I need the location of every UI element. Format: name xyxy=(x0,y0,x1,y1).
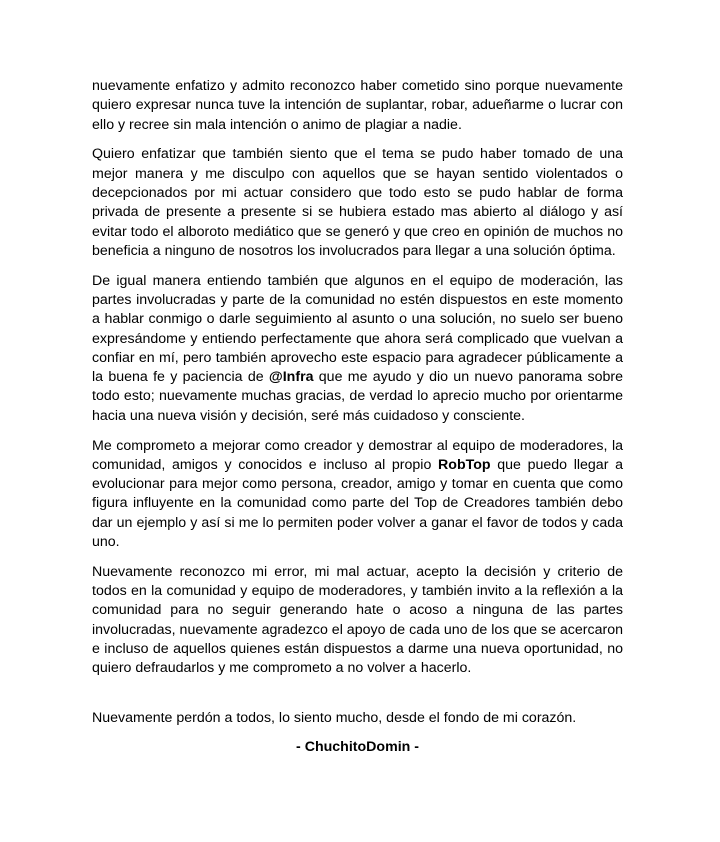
paragraph-moderation-text-b: que me ayudo y dio un nuevo panorama sobre todo esto; nuevamente muchas gracias, de verdad lo aprecio mucho por orientarme hacia una nueva visión y decisión, seré más cuidadoso y consciente. xyxy=(92,369,623,424)
paragraph-commitment-text-b: que puedo llegar a evolucionar para mejor como persona, creador, amigo y tomar en cuenta que como figura influyente en la comunidad como parte del Top de Creadores también debo dar un ejemplo y así si me lo permiten poder volver a ganar el favor de todos y cada uno. xyxy=(92,456,623,551)
mention-robtop: RobTop xyxy=(438,456,491,473)
mention-infra: @Infra xyxy=(268,369,314,386)
closing-line: Nuevamente perdón a todos, lo siento mucho, desde el fondo de mi corazón. xyxy=(92,709,577,726)
signature: - ChuchitoDomin - xyxy=(296,739,419,756)
paragraph-commitment xyxy=(92,437,623,553)
paragraph-moderation-text-a: De igual manera entiendo también que algunos en el equipo de moderación, las partes involucradas y parte de la comunidad no estén dispuestos en este momento a hablar conmigo o darle seguimiento al asunto o una solución, no suelo ser bueno expresándome y entiendo perfectamente que ahora será complicado que vuelvan a confiar en mí, pero también aprovecho este espacio para agradecer públicamente a la buena fe y paciencia de xyxy=(92,272,623,386)
document-body xyxy=(92,77,623,758)
paragraph-reflection: Nuevamente reconozco mi error, mi mal actuar, acepto la decisión y criterio de todos en la comunidad y equipo de moderadores, y también invito a la reflexión a la comunidad para no seguir generando hate o acoso a ninguna de las partes involucradas, nuevamente agradezco el apoyo de cada uno de los que se acercaron e incluso de aquellos quienes están dispuestos a darme una nueva oportunidad, no quiero defraudarlos y me comprometo a no volver a hacerlo. xyxy=(92,563,623,677)
paragraph-apology: Quiero enfatizar que también siento que el tema se pudo haber tomado de una mejor manera y me disculpo con aquellos que se hayan sentido violentados o decepcionados por mi actuar considero que todo esto se pudo hablar de forma privada de presente a presente si se hubiera estado mas abierto al diálogo y así evitar todo el alboroto mediático que se generó y que creo en opinión de muchos no beneficia a ninguno de nosotros los involucrados para llegar a una solución óptima. xyxy=(92,146,623,259)
paragraph-commitment-text-a: Me comprometo a mejorar como creador y demostrar al equipo de moderadores, la comunidad, amigos y conocidos e incluso al propio xyxy=(92,437,623,473)
paragraph-moderation xyxy=(92,272,623,426)
paragraph-intro: nuevamente enfatizo y admito reconozco haber cometido sino porque nuevamente quiero expresar nunca tuve la intención de suplantar, robar, adueñarme o lucrar con ello y recree sin mala intención o animo de plagiar a nadie. xyxy=(92,78,623,133)
